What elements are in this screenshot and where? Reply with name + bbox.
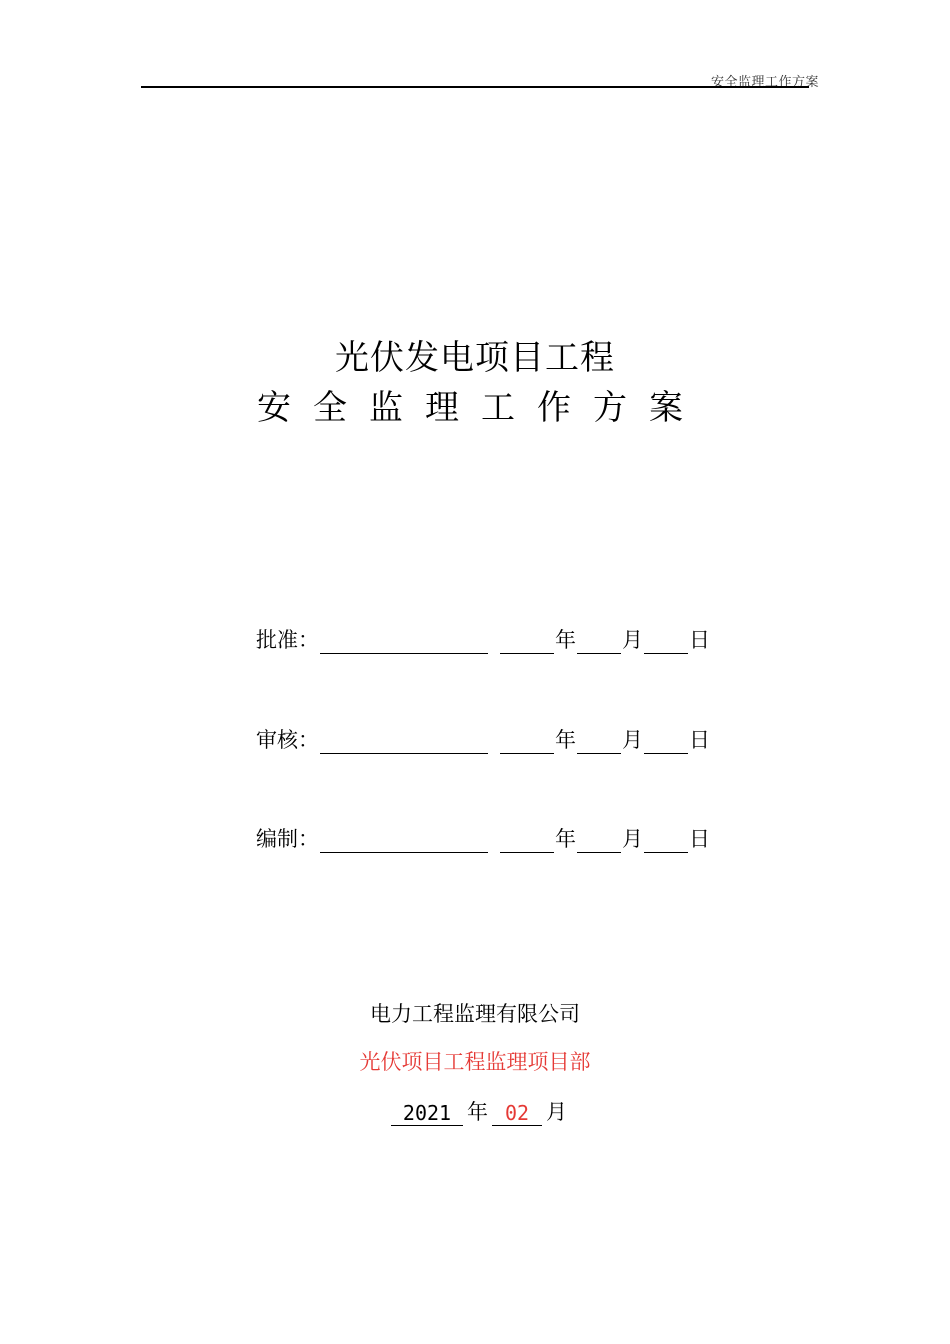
review-day-blank[interactable] [644,733,688,754]
approval-signature-line[interactable] [320,633,488,654]
month-unit: 月 [622,628,643,652]
approval-row [256,624,711,654]
issue-date [391,1096,571,1126]
year-unit: 年 [555,827,576,851]
month-unit: 月 [622,728,643,752]
day-unit: 日 [689,728,710,752]
year-unit: 年 [555,728,576,752]
review-month-blank[interactable] [577,733,621,754]
prepared-day-blank[interactable] [644,832,688,853]
approval-label: 批准： [256,628,319,652]
review-row [256,724,711,754]
company-name: 电力工程监理有限公司 [370,1002,580,1026]
project-department: 光伏项目工程监理项目部 [359,1050,591,1074]
review-signature-line[interactable] [320,733,488,754]
approval-day-blank[interactable] [644,633,688,654]
approval-month-blank[interactable] [577,633,621,654]
month-unit: 月 [622,827,643,851]
running-header: 安全监理工作方案 [710,75,819,90]
issue-month: 02 [492,1101,542,1126]
prepared-month-blank[interactable] [577,832,621,853]
day-unit: 日 [689,628,710,652]
issue-year-unit: 年 [467,1100,488,1124]
issue-month-unit: 月 [546,1100,567,1124]
document-title-line2: 安全监理工作方案 [257,388,705,428]
prepared-year-blank[interactable] [500,832,554,853]
prepared-label: 编制： [256,827,319,851]
issue-year: 2021 [391,1101,463,1126]
review-year-blank[interactable] [500,733,554,754]
header-rule [141,86,809,88]
prepared-row [256,823,711,853]
prepared-signature-line[interactable] [320,832,488,853]
review-label: 审核： [256,728,319,752]
day-unit: 日 [689,827,710,851]
document-title-line1: 光伏发电项目工程 [335,338,615,378]
year-unit: 年 [555,628,576,652]
approval-year-blank[interactable] [500,633,554,654]
